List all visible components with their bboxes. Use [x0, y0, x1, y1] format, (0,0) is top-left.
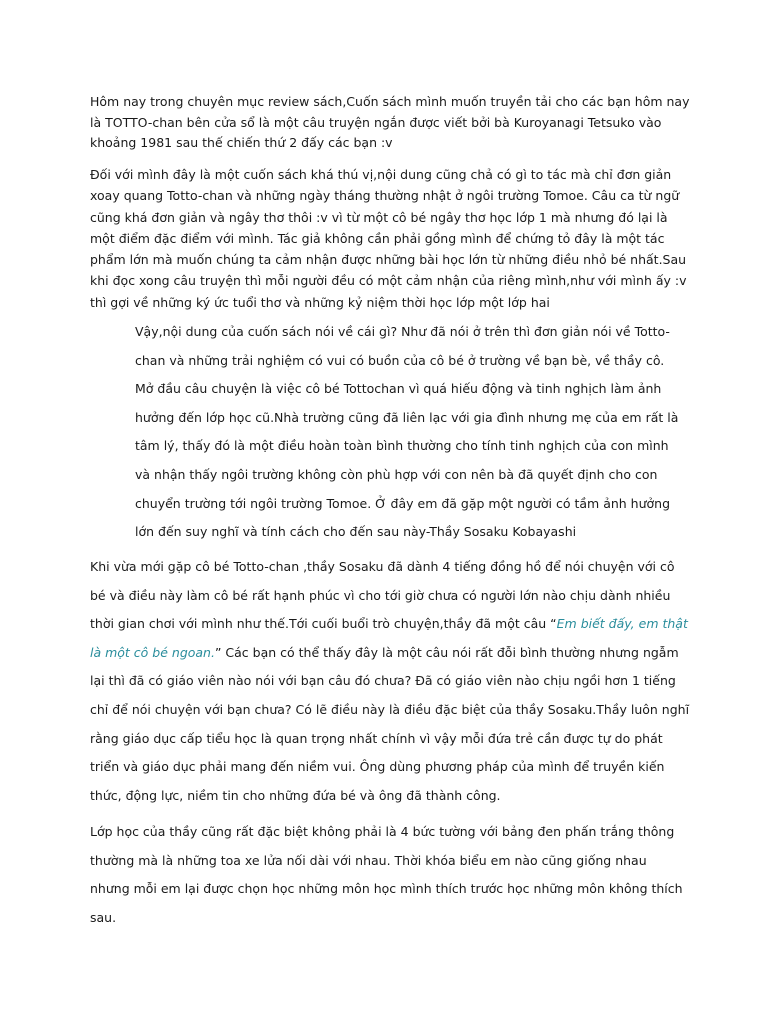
paragraph-teacher-after: ” Các bạn có thể thấy đây là một câu nói rất đỗi bình thường nhưng ngẫm lại thì đã có giáo viên nào nói với bạn câu đó chưa? Đã có giáo viên nào chịu ngồi hơn 1 tiếng chỉ để nói chuyện với bạn chưa? Có lẽ điều này là điều đặc biệt của thầy Sosaku.Thầy luôn nghĩ rằng giáo dục cấp tiểu học là quan trọng nhất chính vì vậy mỗi đứa trẻ cần được tự do phát triển và giáo dục phải mang đến niềm vui. Ông dùng phương pháp của mình để truyền kiến thức, động lực, niềm tin cho những đứa bé và ông đã thành công.	[90, 644, 690, 803]
paragraph-summary-indented: Vậy,nội dung của cuốn sách nói về cái gì? Như đã nói ở trên thì đơn giản nói về Totto-chan và những trải nghiệm có vui có buồn của cô bé ở trường về bạn bè, về thầy cô. Mở đầu câu chuyện là việc cô bé Tottochan vì quá hiếu động và tinh nghịch làm ảnh hưởng đến lớp học cũ.Nhà trường cũng đã liên lạc với gia đình nhưng mẹ của em rất là tâm lý, thấy đó là một điều hoàn toàn bình thường cho tính tinh nghịch của con mình và nhận thấy ngôi trường không còn phù hợp với con nên bà đã quyết định cho con chuyển trường tới ngôi trường Tomoe. Ở đây em đã gặp một người có tầm ảnh hưởng lớn đến suy nghĩ và tính cách cho đến sau này-Thầy Sosaku Kobayashi	[135, 324, 679, 540]
paragraph-teacher-before: Khi vừa mới gặp cô bé Totto-chan ,thầy Sosaku đã dành 4 tiếng đồng hồ để nói chuyện với cô bé và điều này làm cô bé rất hạnh phúc vì cho tới giờ chưa có người lớn nào chịu dành nhiều thời gian chơi với mình như thế.Tới cuối buổi trò chuyện,thầy đã một câu “	[90, 559, 675, 632]
paragraph-intro: Hôm nay trong chuyên mục review sách,Cuốn sách mình muốn truyền tải cho các bạn hôm nay là TOTTO-chan bên cửa sổ là một câu truyện ngắn được viết bởi bà Kuroyanagi Tetsuko vào khoảng 1981 sau thế chiến thứ 2 đấy các bạn :v	[90, 94, 690, 150]
paragraph-teacher	[90, 553, 690, 810]
paragraph-classroom: Lớp học của thầy cũng rất đặc biệt không phải là 4 bức tường với bảng đen phấn trắng thông thường mà là những toa xe lửa nối dài với nhau. Thời khóa biểu em nào cũng giống nhau nhưng mỗi em lại được chọn học những môn học mình thích trước học những môn không thích sau.	[90, 824, 683, 925]
paragraph-opinion: Đối với mình đây là một cuốn sách khá thú vị,nội dung cũng chả có gì to tác mà chỉ đơn giản xoay quang Totto-chan và những ngày tháng thường nhật ở ngôi trường Tomoe. Câu ca từ ngữ cũng khá đơn giản và ngây thơ thôi :v vì từ một cô bé ngây thơ học lớp 1 mà nhưng đó lại là một điểm đặc điểm với mình. Tác giả không cần phải gồng mình để chứng tỏ đây là một tác phẩm lớn mà muốn chúng ta cảm nhận được những bài học lớn từ những điều nhỏ bé nhất.Sau khi đọc xong câu truyện thì mỗi người đều có một cảm nhận của riêng mình,như với mình ấy :v thì gợi về những ký ức tuổi thơ và những kỷ niệm thời học lớp một lớp hai	[90, 167, 687, 310]
teacher-quote: Em biết đấy, em thật là một cô bé ngoan.	[90, 616, 688, 660]
